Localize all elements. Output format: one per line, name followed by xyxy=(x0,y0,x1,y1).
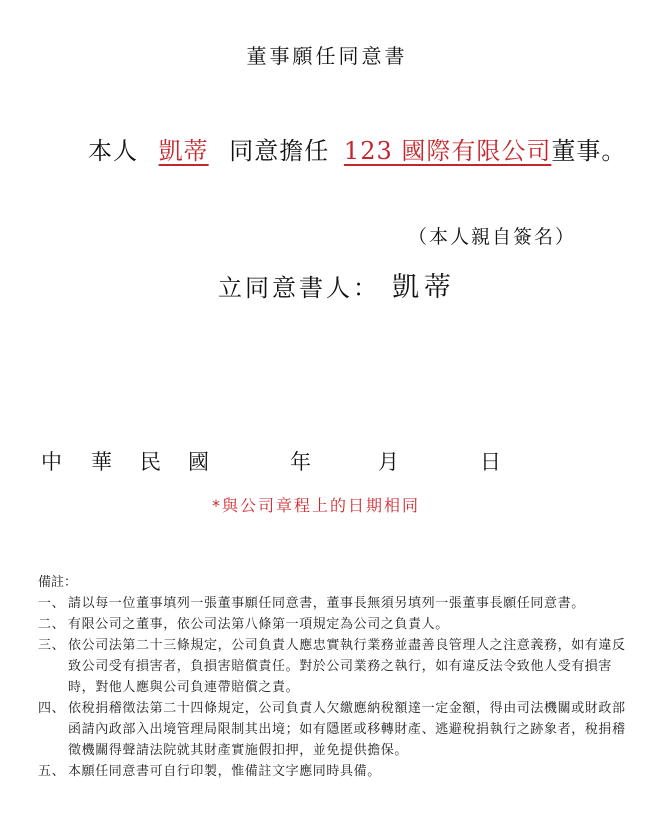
date-char-hua: 華 xyxy=(91,450,112,474)
note-text: 有限公司之董事，依公司法第八條第一項規定為公司之負責人。 xyxy=(68,617,449,632)
date-day-label: 日 xyxy=(480,450,501,474)
note-text: 依公司法第二十三條規定，公司負責人應忠實執行業務並盡善良管理人之注意義務，如有違反致公司受有損害者，負損害賠償責任。對於公司業務之執行，如有違反法令致他人受有損害時，對他人應與公司負連帶賠償之責。 xyxy=(68,638,626,695)
note-item xyxy=(38,761,628,782)
note-item xyxy=(38,614,628,635)
note-number: 一、 xyxy=(38,596,66,611)
note-number: 四、 xyxy=(38,701,66,716)
date-month-label: 月 xyxy=(378,450,399,474)
notes-heading: 備註： xyxy=(38,575,78,590)
date-note: *與公司章程上的日期相同 xyxy=(212,496,421,515)
date-char-min: 民 xyxy=(140,450,161,474)
note-text: 依稅捐稽徵法第二十四條規定，公司負責人欠繳應納稅額達一定金額，得由司法機關或財政部函請內政部入出境管理局限制其出境；如有隱匿或移轉財產、逃避稅捐執行之跡象者，稅捐稽徵機關得聲請法院就其財產實施假扣押，並免提供擔保。 xyxy=(68,701,626,758)
consent-suffix: 董事。 xyxy=(551,137,627,165)
company-name: 123 國際有限公司 xyxy=(343,137,552,165)
date-char-guo: 國 xyxy=(188,450,209,474)
note-text: 本願任同意書可自行印製，惟備註文字應同時具備。 xyxy=(68,764,381,779)
note-item xyxy=(38,593,628,614)
director-name: 凱蒂 xyxy=(158,137,209,165)
signer-label: 立同意書人： xyxy=(218,274,380,302)
consent-middle: 同意擔任 xyxy=(229,137,330,165)
signature-note: （本人親自簽名） xyxy=(408,226,577,248)
notes-section xyxy=(38,572,628,782)
note-number: 五、 xyxy=(38,764,66,779)
note-number: 二、 xyxy=(38,617,66,632)
signer-line xyxy=(218,265,456,304)
note-number: 三、 xyxy=(38,638,66,653)
date-char-zhong: 中 xyxy=(41,450,62,474)
note-item xyxy=(38,698,628,761)
note-text: 請以每一位董事填列一張董事願任同意書，董事長無須另填列一張董事長願任同意書。 xyxy=(68,596,585,611)
consent-statement xyxy=(88,131,626,166)
signer-signature: 凱蒂 xyxy=(392,272,456,303)
consent-prefix: 本人 xyxy=(88,137,138,165)
date-year-label: 年 xyxy=(290,450,311,474)
document-title: 董事願任同意書 xyxy=(246,44,408,68)
note-item xyxy=(38,635,628,698)
